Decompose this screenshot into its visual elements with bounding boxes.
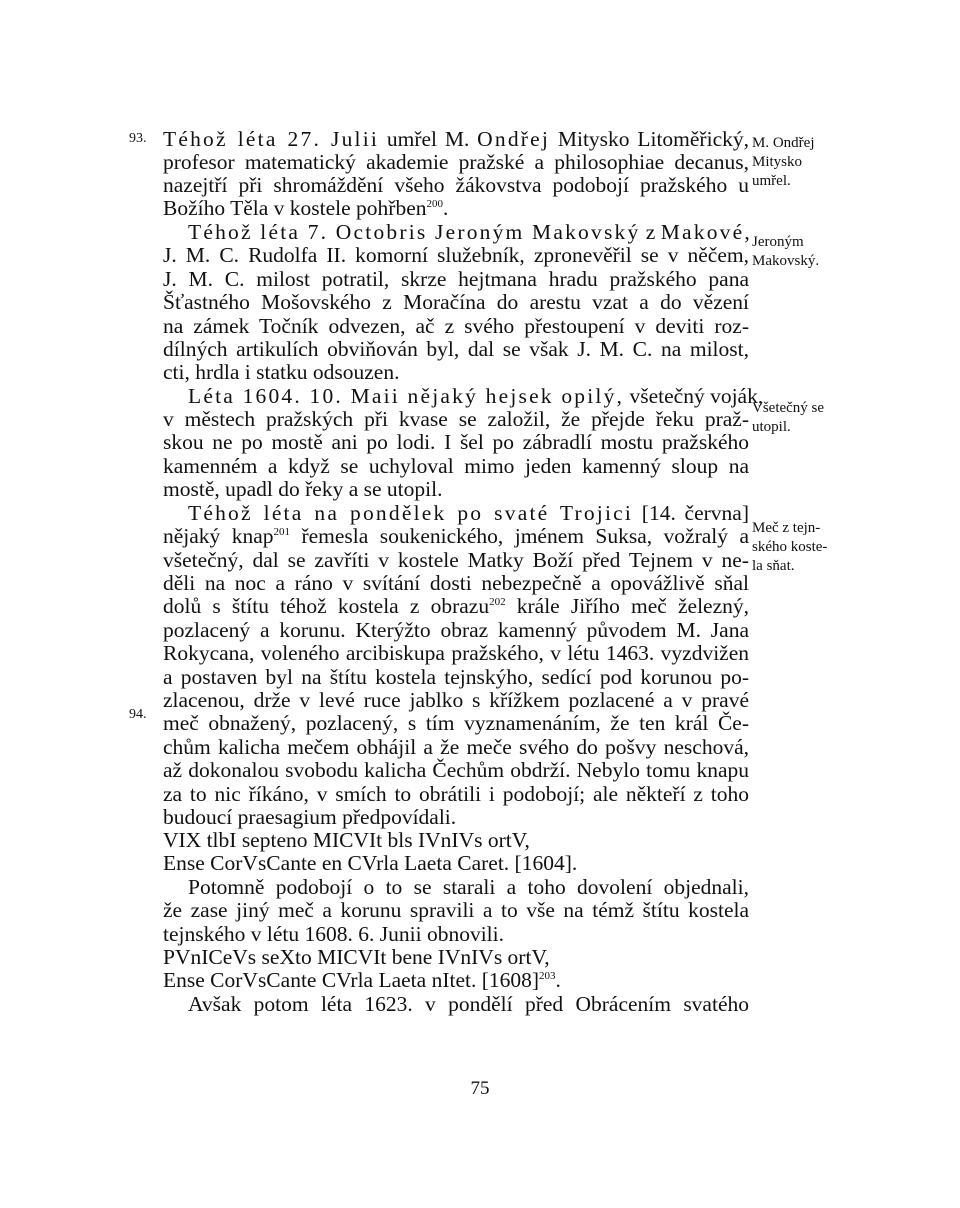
text-run: všetečný, dal se zavříti v kostele Matky Boží před Tejnem v ne- [163,548,749,572]
text-run: J. M. C. milost potratil, skrze hejtmana hradu pražského pana [163,267,749,291]
text-run: nějaký knap [163,524,274,548]
footnote-ref: 201 [273,525,291,538]
text-line [163,408,749,430]
text-run: z [640,220,661,244]
text-line [163,852,749,874]
page-number: 75 [470,1078,490,1099]
margin-note-line: Všetečný se [752,400,825,416]
text-run: chům kalicha mečem obhájil a že meče svého do pošvy neschová, [163,735,749,759]
text-line [188,384,764,408]
footnote-ref: 202 [489,595,506,608]
text-run: děli na noc a ráno v svítání dosti nebezpečně a opovážlivě sňal [163,571,749,595]
text-line [163,946,749,968]
text-line [163,128,749,150]
text-run: . [555,968,561,992]
text-line [163,666,749,688]
text-line [188,220,752,244]
text-line [163,525,749,547]
text-run: J. M. C. Rudolfa II. komorní služebník, zpronevěřil se v něčem, [163,243,749,267]
text-run: [14. června] [633,501,749,525]
text-line [163,244,749,266]
text-run: pozlacený a korunu. Kterýžto obraz kamenný původem M. Jana [163,618,749,642]
margin-note-line: Meč z tejn- [752,520,821,536]
text-line [163,291,749,313]
margin-note-line: M. Ondřej [752,135,815,151]
text-run: Téhož léta 7. Octobris Jeroným Makovský [188,220,641,244]
text-line [163,338,749,360]
text-run: Ense CorVsCante CVrla Laeta nItet. [1608] [163,968,540,992]
margin-note-line: la sňat. [752,558,795,574]
text-run: mostě, upadl do řeky a se utopil. [163,477,443,501]
text-line [163,197,749,219]
text-line [188,502,749,524]
text-line [163,712,749,734]
text-run: VIX tlbI septeno MICVIt bls IVnIVs ortV, [163,828,530,852]
text-run: v městech pražských při kvase se založil, že přejde řeku praž- [163,407,749,431]
text-line [188,993,749,1015]
margin-note-line: umřel. [752,173,791,189]
margin-note [752,519,827,576]
text-run: zlacenou, drže v levé ruce jablko s křížkem pozlacené a v pravé [163,688,749,712]
text-run: Rokycana, voleného arcibiskupa pražského, v létu 1463. vyzdvižen [163,641,749,665]
text-line [163,572,749,594]
text-run: Ense CorVsCante en CVrla Laeta Caret. [1604]. [163,851,578,875]
text-run: tejnského v létu 1608. 6. Junii obnovili. [163,922,504,946]
text-line [163,783,749,805]
text-line [163,151,749,173]
text-line [163,549,749,571]
text-run: Božího Těla v kostele pohřben [163,196,427,220]
paragraph-number: 94. [129,707,147,722]
text-line [163,736,749,758]
text-run: řemesla soukenického, jménem Suksa, vožralý a [290,524,749,548]
margin-note [752,134,815,191]
text-line [163,642,749,664]
text-line [163,619,749,641]
text-run: dílných artikulích obviňován byl, dal se však J. M. C. na milost, [163,337,749,361]
margin-note-line: Jeroným [752,234,804,250]
text-line [163,759,749,781]
text-run: všetečný voják, [624,384,764,408]
text-run: že zase jiný meč a korunu spravili a to vše na témž štítu kostela [163,898,749,922]
footnote-ref: 200 [426,197,444,210]
text-line [163,923,749,945]
text-run: až dokonalou svobodu kalicha Čechům obdrží. Nebylo tomu knapu [163,758,749,782]
text-line [163,969,749,991]
text-run: cti, hrdla i statku odsouzen. [163,360,400,384]
margin-note-line: Mitysko [752,154,803,170]
text-run: skou ne po mostě ani po lodi. I šel po zábradlí mostu pražského [163,430,749,454]
text-run: nazejtří při shromáždění všeho žákovstva podobojí pražského u [163,173,749,197]
text-line [163,361,749,383]
margin-note-line: ského koste- [752,539,828,555]
paragraph-number: 93. [129,131,147,146]
text-line [163,829,749,851]
text-run: Mitysko Litoměřický, [550,127,749,151]
text-run: meč obnažený, pozlacený, s tím vyznamenáním, že ten král Če- [163,711,749,735]
text-run: za to nic říkáno, v smích to obrátili i podobojí; ale někteří z toho [163,782,749,806]
text-run: umřel M. [379,127,478,151]
margin-note [752,233,819,271]
text-run: Potomně podobojí o to se starali a toho dovolení objednali, [188,875,749,899]
text-line [188,876,749,898]
text-run: na zámek Točník odvezen, ač z svého přestoupení v deviti roz- [163,314,749,338]
text-run: dolů s štítu téhož kostela z obrazu [163,594,490,618]
text-line [163,455,749,477]
text-run: Makové, [660,220,752,244]
text-run: Šťastného Mošovského z Moračína do arestu vzat a do vězení [163,290,749,314]
text-run: Téhož léta na pondělek po svaté Trojici [188,501,634,525]
text-run: . [443,196,449,220]
text-run: Avšak potom léta 1623. v pondělí před Obrácením svatého [188,992,749,1016]
text-line [163,595,749,617]
text-run: PVnICeVs seXto MICVIt bene IVnIVs ortV, [163,945,550,969]
text-run: kamenném a když se uchyloval mimo jeden kamenný sloup na [163,454,749,478]
text-line [163,315,749,337]
text-line [163,806,749,828]
text-run: budoucí praesagium předpovídali. [163,805,457,829]
margin-note-line: Makovský. [752,253,820,269]
text-line [163,174,749,196]
text-line [163,431,749,453]
text-run: a postaven byl na štítu kostela tejnskýho, sedící pod korunou po- [163,665,749,689]
text-run: profesor matematický akademie pražské a philosophiae decanus, [163,150,749,174]
footnote-ref: 203 [539,969,556,982]
margin-note [752,399,824,437]
text-line [163,478,749,500]
text-line [163,689,749,711]
text-run: krále Jiřího meč železný, [505,594,750,618]
text-line [163,268,749,290]
text-run: Ondřej [477,127,551,151]
text-run: Téhož léta 27. Julii [163,127,380,151]
text-run: Léta 1604. 10. Maii nějaký hejsek opilý, [188,384,625,408]
text-line [163,899,749,921]
margin-note-line: utopil. [752,419,791,435]
